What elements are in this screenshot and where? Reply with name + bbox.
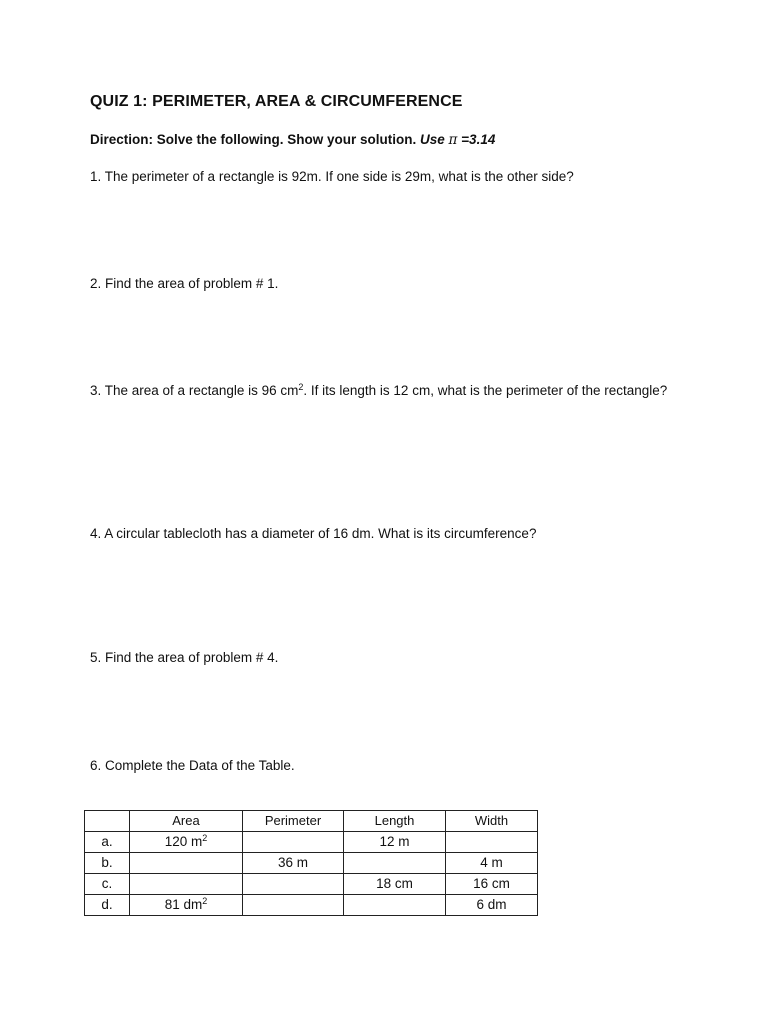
length-cell: 18 cm [344,874,446,895]
area-superscript: 2 [202,833,208,843]
header-cell-corner [85,811,130,832]
direction-text: Direction: Solve the following. Show your solution. [90,132,421,147]
header-cell-width: Width [446,811,538,832]
width-cell: 16 cm [446,874,538,895]
header-cell-area: Area [130,811,243,832]
direction-line [90,132,495,148]
length-cell [344,853,446,874]
row-label: a. [85,832,130,853]
header-cell-length: Length [344,811,446,832]
perimeter-cell [243,874,344,895]
table-row [85,832,538,853]
question-3-text-a: 3. The area of a rectangle is 96 cm [90,383,299,398]
row-label: c. [85,874,130,895]
question-3-superscript: 2 [298,382,304,392]
length-cell [344,895,446,916]
table-header-row [85,811,538,832]
question-3 [90,382,680,400]
direction-use: Use [420,132,449,147]
question-6: 6. Complete the Data of the Table. [90,758,295,773]
width-cell: 6 dm [446,895,538,916]
question-4: 4. A circular tablecloth has a diameter of 16 dm. What is its circumference? [90,526,537,541]
perimeter-cell [243,832,344,853]
question-3-text-b: . If its length is 12 cm, what is the perimeter of the rectangle? [303,383,668,398]
question-1: 1. The perimeter of a rectangle is 92m. If one side is 29m, what is the other side? [90,169,574,184]
table-row [85,874,538,895]
area-cell [130,895,243,916]
table-row [85,853,538,874]
area-cell [130,853,243,874]
pi-value: =3.14 [457,132,496,147]
length-cell: 12 m [344,832,446,853]
area-cell [130,874,243,895]
width-cell: 4 m [446,853,538,874]
area-cell [130,832,243,853]
data-table [84,810,538,916]
question-2: 2. Find the area of problem # 1. [90,276,279,291]
header-cell-perimeter: Perimeter [243,811,344,832]
width-cell [446,832,538,853]
row-label: b. [85,853,130,874]
quiz-title: QUIZ 1: PERIMETER, AREA & CIRCUMFERENCE [90,93,463,110]
pi-symbol: π [448,132,458,148]
question-5: 5. Find the area of problem # 4. [90,650,279,665]
area-superscript: 2 [202,896,208,906]
perimeter-cell [243,895,344,916]
table-row [85,895,538,916]
row-label: d. [85,895,130,916]
area-value: 120 m [164,834,203,849]
perimeter-cell: 36 m [243,853,344,874]
area-value: 81 dm [164,897,203,912]
